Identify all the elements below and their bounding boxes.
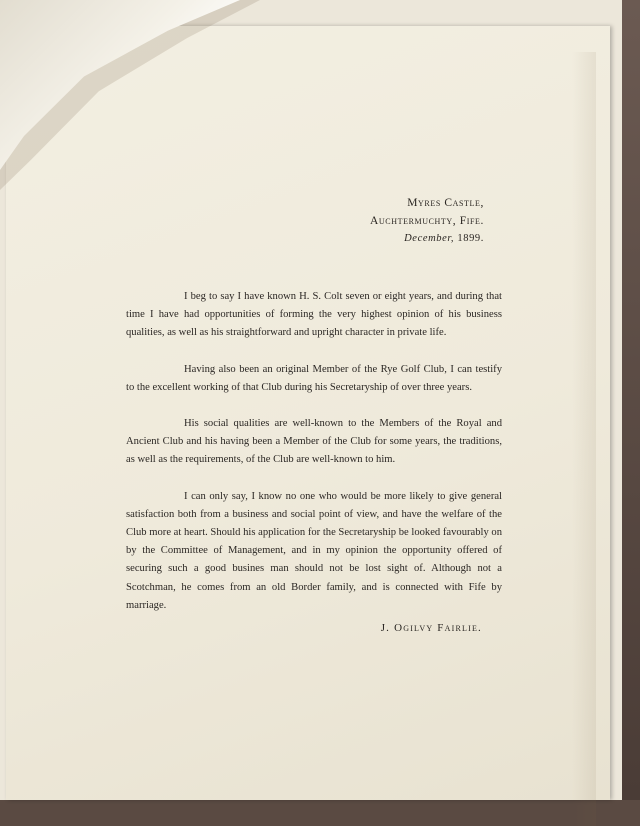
- date-month: December,: [404, 233, 455, 244]
- address-line-2: Auchtermuchty, Fife.: [370, 215, 484, 227]
- sender-address: [6, 194, 484, 248]
- letter-page: [6, 26, 610, 800]
- paragraph-1: I beg to say I have known H. S. Colt seven or eight years, and during that time I have had opportunities of forming the very highest opinion of his business qualities, as well as his straightforward and upright character in private life.: [126, 291, 502, 339]
- paragraph-3: His social qualities are well-known to the Members of the Royal and Ancient Club and his having been a Member of the Club for some years, the traditions, as well as the requirements, of the Club are well-known to him.: [126, 418, 502, 466]
- paragraph-2: Having also been an original Member of the Rye Golf Club, I can testify to the excellent working of that Club during his Secretaryship of over three years.: [126, 363, 502, 393]
- paragraph-4: I can only say, I know no one who would be more likely to give general satisfaction both from a business and social point of view, and have the welfare of the Club more at heart. Should his application for the Secretaryship be looked favourably on by the Committee of Management, and in my opinion the opportunity offered of securing such a good busines man should not be lost sight of. Although not a Scotchman, he comes from an old Border family, and is connected with Fife by marriage.: [126, 490, 502, 611]
- signature: J. Ogilvy Fairlie.: [380, 622, 482, 634]
- page-edge-shading: [572, 52, 596, 826]
- letter-body: [126, 288, 502, 615]
- address-line-1: Myres Castle,: [407, 197, 484, 209]
- date-year: 1899.: [454, 233, 484, 244]
- letter-date: [6, 230, 484, 248]
